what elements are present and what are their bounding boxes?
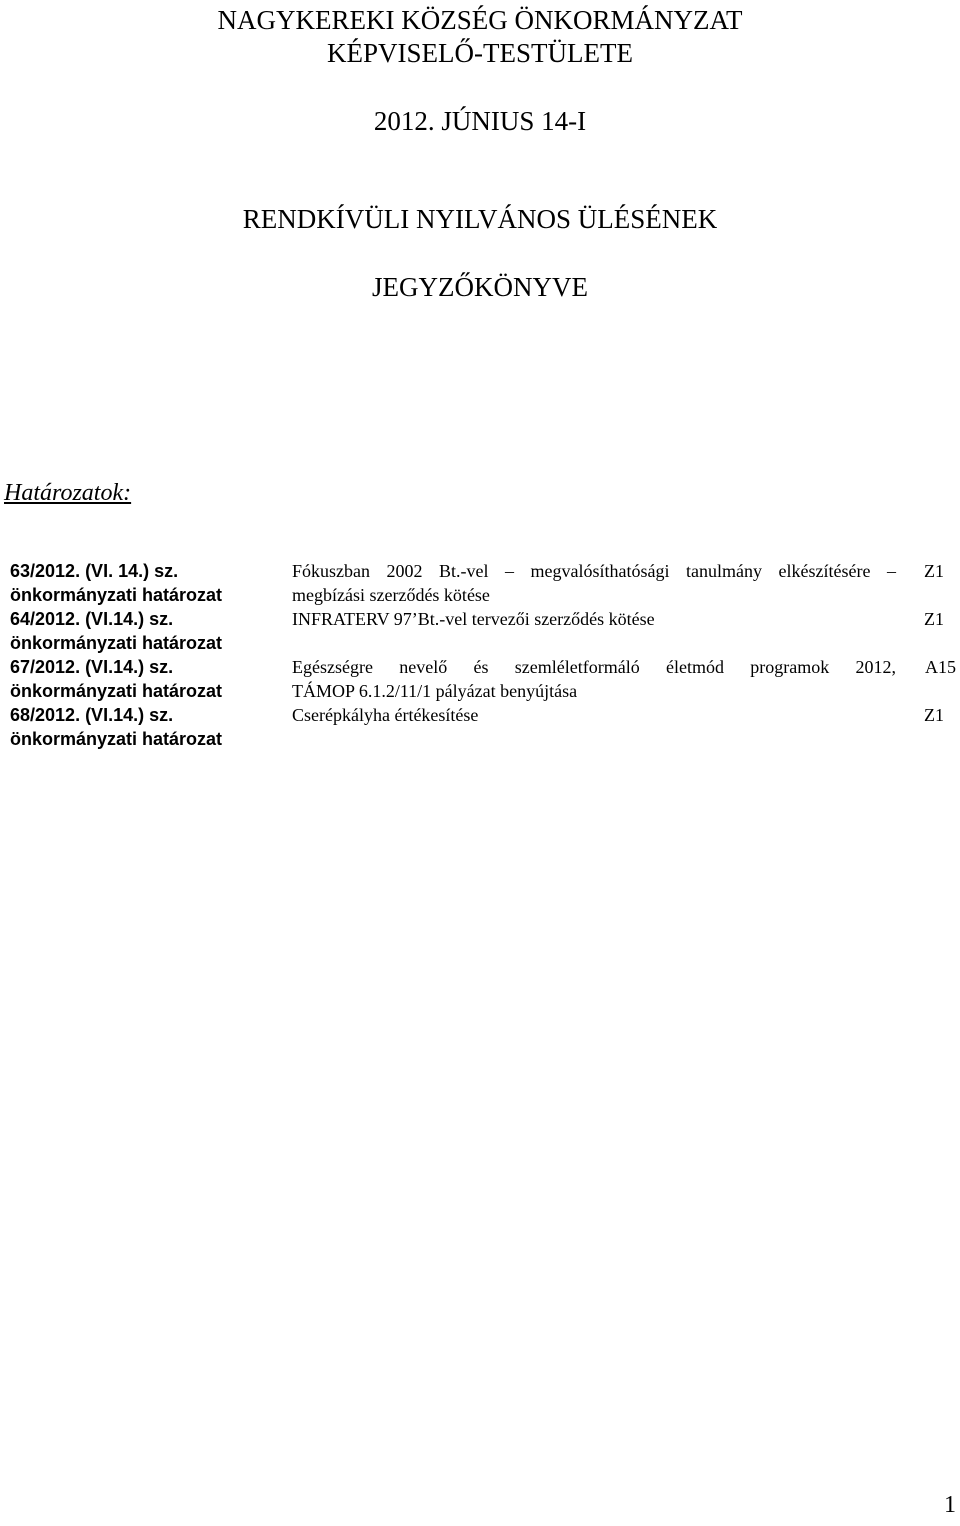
description-line: Egészségre nevelő és szemléletformáló életmód programok 2012, bbox=[292, 657, 896, 677]
resolutions-heading: Határozatok: bbox=[4, 480, 132, 506]
resolution-number: 63/2012. (VI. 14.) sz. bbox=[10, 561, 179, 581]
resolution-kind: önkormányzati határozat bbox=[10, 681, 223, 701]
meeting-date: 2012. JÚNIUS 14-I bbox=[373, 106, 587, 136]
resolution-reference bbox=[10, 607, 270, 655]
resolution-number: 68/2012. (VI.14.) sz. bbox=[10, 705, 174, 725]
resolution-reference bbox=[10, 559, 270, 607]
resolution-code: Z1 bbox=[924, 561, 944, 581]
meeting-type: RENDKÍVÜLI NYILVÁNOS ÜLÉSÉNEK bbox=[242, 204, 718, 234]
description-line: Cserépkályha értékesítése bbox=[292, 705, 479, 725]
description-line: TÁMOP 6.1.2/11/1 pályázat benyújtása bbox=[292, 681, 578, 701]
resolution-number: 64/2012. (VI.14.) sz. bbox=[10, 609, 174, 629]
resolution-number: 67/2012. (VI.14.) sz. bbox=[10, 657, 174, 677]
description-line: INFRATERV 97’Bt.-vel tervezői szerződés kötése bbox=[292, 609, 655, 629]
resolution-reference bbox=[10, 703, 270, 751]
resolution-code: A15 bbox=[925, 657, 956, 677]
resolution-kind: önkormányzati határozat bbox=[10, 729, 223, 749]
description-line: megbízási szerződés kötése bbox=[292, 585, 490, 605]
document-type: JEGYZŐKÖNYVE bbox=[372, 272, 588, 302]
description-line: Fókuszban 2002 Bt.-vel – megvalósíthatósági tanulmány elkészítésére – bbox=[292, 561, 896, 581]
page-number: 1 bbox=[944, 1492, 956, 1518]
resolution-description bbox=[292, 703, 896, 727]
resolution-kind: önkormányzati határozat bbox=[10, 585, 223, 605]
resolution-code: Z1 bbox=[924, 705, 944, 725]
resolution-reference bbox=[10, 655, 270, 703]
resolution-description bbox=[292, 607, 896, 631]
resolution-code: Z1 bbox=[924, 609, 944, 629]
resolution-description bbox=[292, 655, 896, 703]
header-line-1: NAGYKEREKI KÖZSÉG ÖNKORMÁNYZAT bbox=[217, 5, 743, 35]
resolution-kind: önkormányzati határozat bbox=[10, 633, 223, 653]
resolution-description bbox=[292, 559, 896, 607]
header-line-2: KÉPVISELŐ-TESTÜLETE bbox=[327, 38, 633, 68]
